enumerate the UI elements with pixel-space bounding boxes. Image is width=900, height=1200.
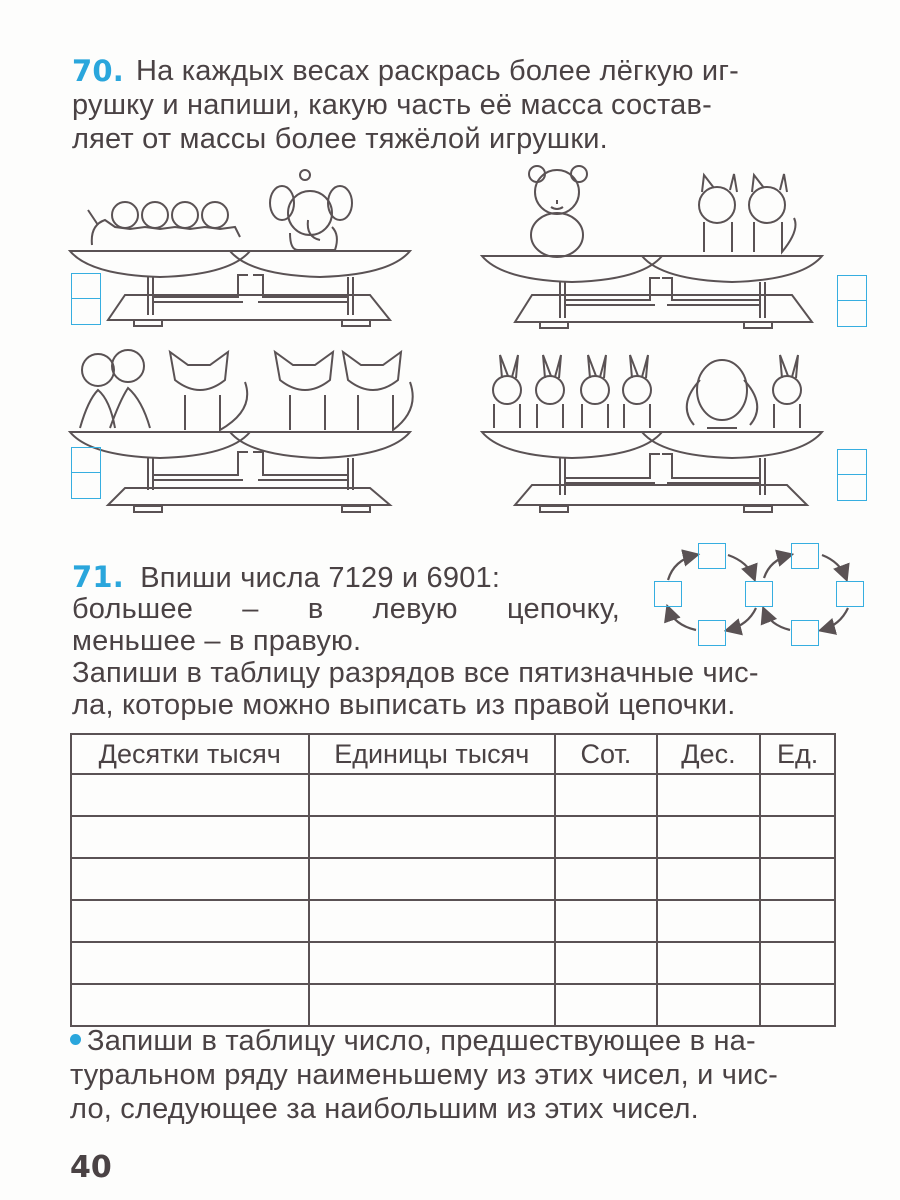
table-cell[interactable] bbox=[555, 858, 657, 900]
table-cell[interactable] bbox=[657, 774, 761, 816]
table-row bbox=[71, 774, 835, 816]
table-cell[interactable] bbox=[657, 858, 761, 900]
scale-1-illustration bbox=[70, 165, 410, 325]
table-cell[interactable] bbox=[657, 984, 761, 1026]
scale-4-fraction-box[interactable] bbox=[837, 449, 867, 501]
table-cell[interactable] bbox=[555, 774, 657, 816]
table-cell[interactable] bbox=[555, 942, 657, 984]
task71-line-4: Запиши в таблицу разрядов все пятизначные чис- bbox=[72, 657, 759, 689]
scale-3-fraction-box[interactable] bbox=[71, 447, 101, 499]
table-cell[interactable] bbox=[760, 984, 835, 1026]
table-row bbox=[71, 942, 835, 984]
teddy-bear-icon bbox=[529, 166, 587, 257]
numerator-box[interactable] bbox=[71, 273, 101, 299]
table-cell[interactable] bbox=[760, 900, 835, 942]
scale-2-illustration bbox=[482, 160, 822, 325]
table-cell[interactable] bbox=[309, 774, 556, 816]
denominator-box[interactable] bbox=[837, 475, 867, 501]
table-cell[interactable] bbox=[555, 900, 657, 942]
header-ten-thousands: Десятки тысяч bbox=[71, 734, 309, 774]
denominator-box[interactable] bbox=[71, 473, 101, 499]
denominator-box[interactable] bbox=[71, 299, 101, 325]
chain-left-top-box[interactable] bbox=[698, 543, 726, 569]
table-cell[interactable] bbox=[71, 774, 309, 816]
table-cell[interactable] bbox=[71, 900, 309, 942]
page-number: 40 bbox=[70, 1150, 112, 1185]
denominator-box[interactable] bbox=[837, 301, 867, 327]
task71-line-5: ла, которые можно выписать из правой цепочки. bbox=[72, 689, 736, 721]
table-cell[interactable] bbox=[71, 984, 309, 1026]
chain-right-bottom-box[interactable] bbox=[791, 620, 819, 646]
scale-3-illustration bbox=[70, 340, 410, 505]
scale-4-illustration bbox=[482, 350, 822, 510]
task70-number: 70. bbox=[72, 54, 124, 88]
numerator-box[interactable] bbox=[837, 449, 867, 475]
task70-line-3: ляет от массы более тяжёлой игрушки. bbox=[72, 123, 608, 155]
table-cell[interactable] bbox=[309, 984, 556, 1026]
task70-line-1: На каждых весах раскрась более лёгкую иг- bbox=[135, 55, 739, 87]
table-cell[interactable] bbox=[657, 942, 761, 984]
chain-right-right-box[interactable] bbox=[836, 581, 864, 607]
place-value-table bbox=[70, 733, 836, 1027]
bullet-line-2: туральном ряду наименьшему из этих чисел, и чис- bbox=[70, 1059, 779, 1091]
chain-left-left-box[interactable] bbox=[654, 581, 682, 607]
fox-icons bbox=[170, 352, 413, 430]
table-cell[interactable] bbox=[760, 816, 835, 858]
bullet-dot-icon bbox=[70, 1034, 81, 1045]
table-cell[interactable] bbox=[71, 858, 309, 900]
task71-number: 71. bbox=[72, 560, 124, 594]
chain-shared-box[interactable] bbox=[745, 581, 773, 607]
task71-line-3: меньшее – в правую. bbox=[72, 625, 362, 657]
table-header-row bbox=[71, 734, 835, 774]
table-cell[interactable] bbox=[71, 942, 309, 984]
chain-left-bottom-box[interactable] bbox=[698, 620, 726, 646]
table-cell[interactable] bbox=[760, 774, 835, 816]
task71-line-2: большее – в левую цепочку, bbox=[72, 593, 620, 625]
header-thousands: Единицы тысяч bbox=[309, 734, 556, 774]
table-row bbox=[71, 858, 835, 900]
table-row bbox=[71, 816, 835, 858]
bullet-line-3: ло, следующее за наибольшим из этих чисел. bbox=[70, 1093, 699, 1125]
table-cell[interactable] bbox=[309, 942, 556, 984]
header-hundreds: Сот. bbox=[555, 734, 657, 774]
numerator-box[interactable] bbox=[71, 447, 101, 473]
table-cell[interactable] bbox=[760, 858, 835, 900]
table-cell[interactable] bbox=[657, 900, 761, 942]
table-cell[interactable] bbox=[555, 816, 657, 858]
header-tens: Дес. bbox=[657, 734, 761, 774]
table-row bbox=[71, 984, 835, 1026]
task71-line-1: 71. Впиши числа 7129 и 6901: bbox=[72, 560, 501, 594]
bullet-line-1: Запиши в таблицу число, предшествующее в на- bbox=[70, 1025, 862, 1057]
duckling-icons bbox=[88, 202, 240, 245]
table-row bbox=[71, 900, 835, 942]
task70-line-2: рушку и напиши, какую часть её масса состав- bbox=[72, 89, 712, 121]
doll-icons bbox=[80, 350, 150, 428]
table-cell[interactable] bbox=[555, 984, 657, 1026]
table-cell[interactable] bbox=[657, 816, 761, 858]
elephant-icon bbox=[270, 170, 352, 250]
table-cell[interactable] bbox=[760, 942, 835, 984]
scale-1-fraction-box[interactable] bbox=[71, 273, 101, 325]
table-cell[interactable] bbox=[309, 858, 556, 900]
numerator-box[interactable] bbox=[837, 275, 867, 301]
table-cell[interactable] bbox=[71, 816, 309, 858]
chain-right-top-box[interactable] bbox=[791, 543, 819, 569]
scale-2-fraction-box[interactable] bbox=[837, 275, 867, 327]
kitten-icons bbox=[699, 174, 796, 252]
puppy-icon bbox=[687, 360, 757, 428]
table-cell[interactable] bbox=[309, 900, 556, 942]
header-units: Ед. bbox=[760, 734, 835, 774]
table-cell[interactable] bbox=[309, 816, 556, 858]
